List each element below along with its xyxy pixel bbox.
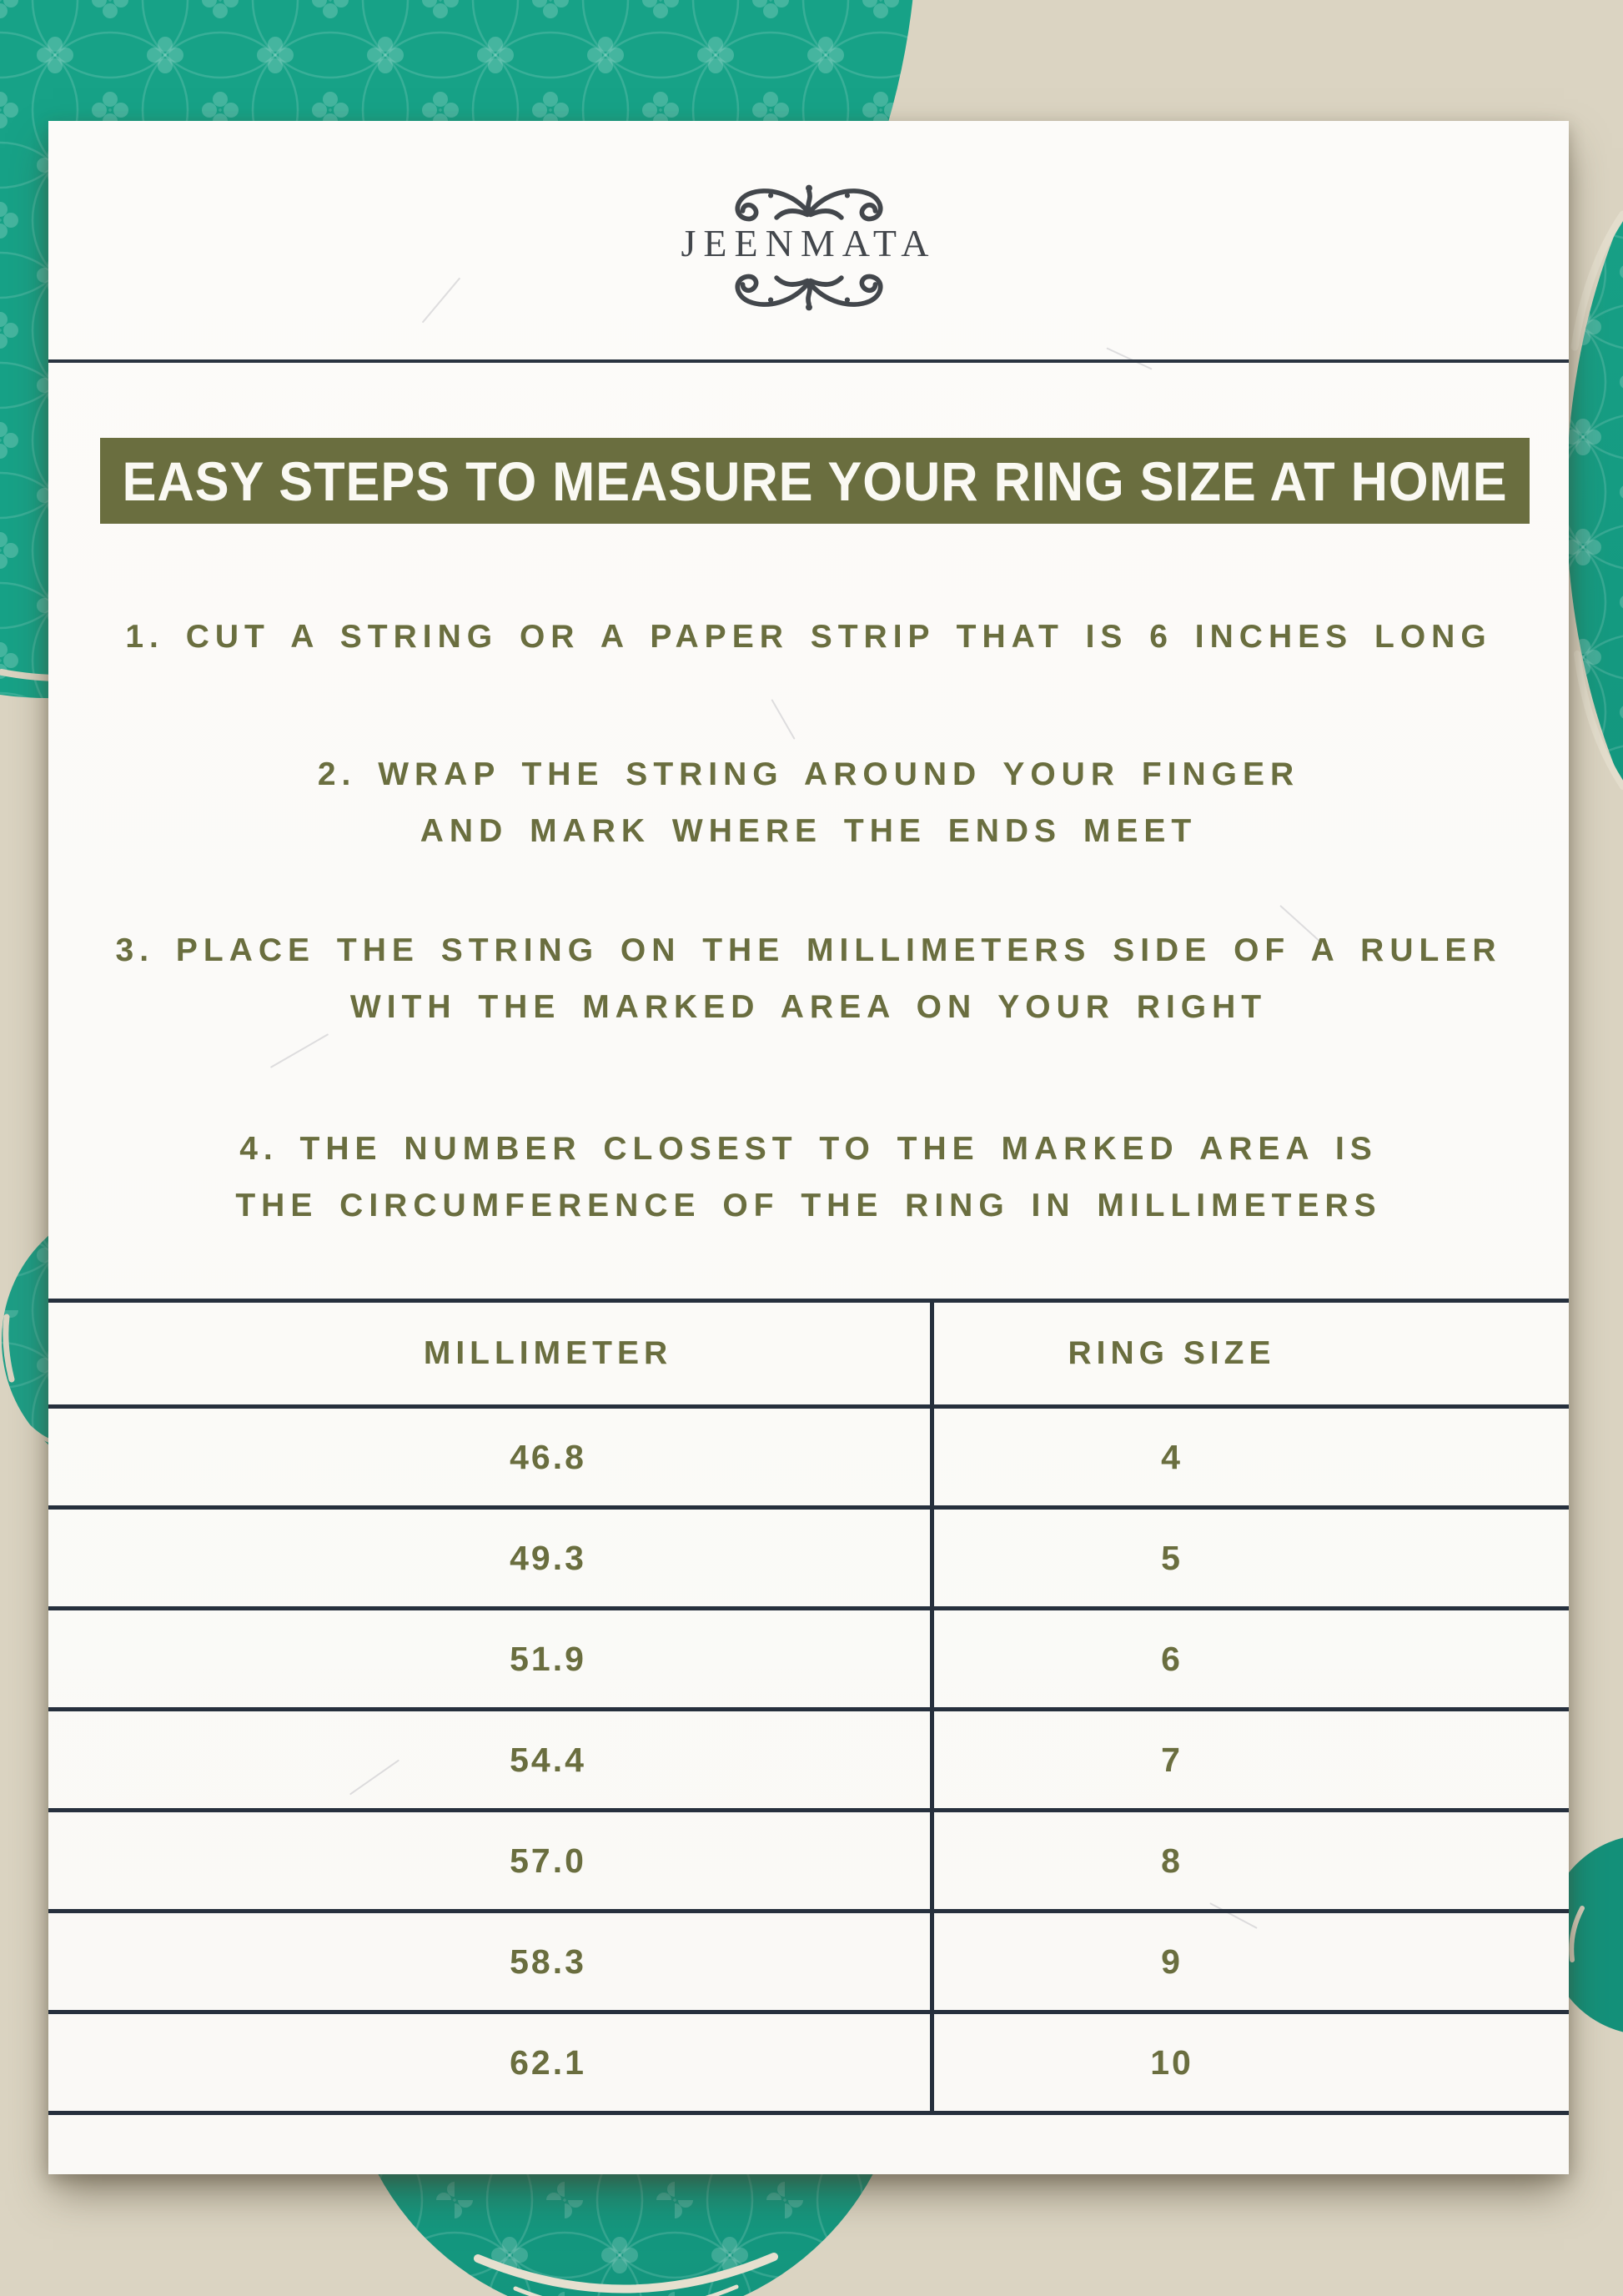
flourish-bottom-icon xyxy=(721,264,897,318)
divider-line xyxy=(48,359,1569,363)
step-3-line-2: WITH THE MARKED AREA ON YOUR RIGHT xyxy=(349,989,1268,1025)
brand-name: JEENMATA xyxy=(681,222,937,264)
column-header-ring-size: RING SIZE xyxy=(1068,1335,1276,1371)
ring-size-value: 10 xyxy=(1150,2042,1193,2082)
step-1 xyxy=(48,609,1569,666)
mm-value: 46.8 xyxy=(48,1407,932,1508)
texture-mark xyxy=(771,699,795,740)
step-2-line-2: AND MARK WHERE THE ENDS MEET xyxy=(420,813,1198,849)
table-row xyxy=(48,1811,1569,1912)
step-4-line-2: THE CIRCUMFERENCE OF THE RING IN MILLIMETERS xyxy=(235,1188,1382,1223)
card xyxy=(48,121,1569,2174)
step-2 xyxy=(48,746,1569,860)
ring-size-value: 9 xyxy=(1161,1942,1183,1981)
table-row xyxy=(48,1508,1569,1609)
texture-mark xyxy=(422,278,461,324)
column-header-millimeter: MILLIMETER xyxy=(48,1301,932,1407)
mm-value: 62.1 xyxy=(48,2012,932,2113)
texture-mark xyxy=(1106,347,1152,369)
size-chart-table xyxy=(48,1299,1569,2115)
mm-value: 57.0 xyxy=(48,1811,932,1912)
table-row xyxy=(48,2012,1569,2113)
table-row xyxy=(48,1609,1569,1710)
table-row xyxy=(48,1710,1569,1811)
table-row xyxy=(48,1912,1569,2012)
texture-mark xyxy=(270,1033,329,1068)
step-2-line-1: 2. WRAP THE STRING AROUND YOUR FINGER xyxy=(317,756,1300,792)
ring-size-value: 5 xyxy=(1161,1538,1183,1577)
step-3 xyxy=(48,922,1569,1036)
step-3-line-1: 3. PLACE THE STRING ON THE MILLIMETERS SIDE OF A RULER xyxy=(115,932,1502,968)
title-banner xyxy=(100,438,1530,524)
ring-size-value: 4 xyxy=(1161,1437,1183,1476)
step-1-line-1: 1. CUT A STRING OR A PAPER STRIP THAT IS 6 INCHES LONG xyxy=(125,619,1492,655)
step-4-line-1: 4. THE NUMBER CLOSEST TO THE MARKED AREA IS xyxy=(239,1131,1378,1167)
mm-value: 49.3 xyxy=(48,1508,932,1609)
ring-size-value: 6 xyxy=(1161,1639,1183,1678)
ring-size-value: 8 xyxy=(1161,1841,1183,1880)
table-header-row xyxy=(48,1301,1569,1407)
page-title: EASY STEPS TO MEASURE YOUR RING SIZE AT HOME xyxy=(122,450,1508,512)
ring-size-value: 7 xyxy=(1161,1740,1183,1779)
step-4 xyxy=(48,1121,1569,1234)
mm-value: 54.4 xyxy=(48,1710,932,1811)
table-row xyxy=(48,1407,1569,1508)
mm-value: 58.3 xyxy=(48,1912,932,2012)
mm-value: 51.9 xyxy=(48,1609,932,1710)
